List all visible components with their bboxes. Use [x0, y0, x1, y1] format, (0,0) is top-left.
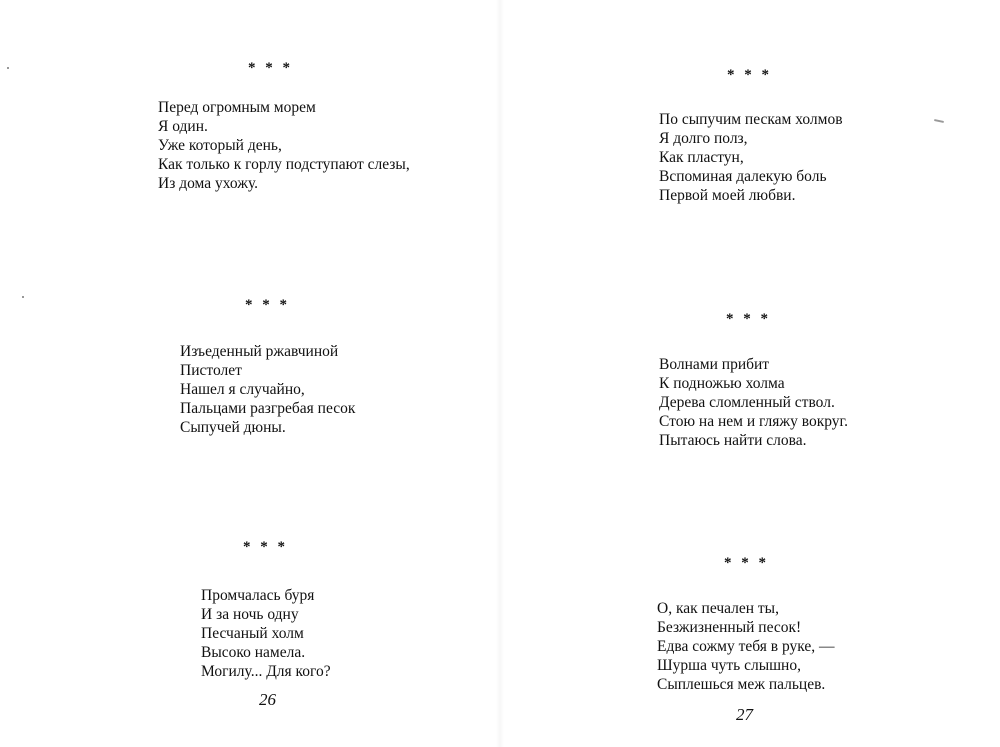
- poem-line: Сыплешься меж пальцев.: [657, 676, 826, 693]
- page-number: 27: [736, 705, 753, 724]
- asterism: * * *: [727, 67, 772, 83]
- poem-line: Промчалась буря: [201, 587, 315, 604]
- poem-line: Волнами прибит: [659, 356, 770, 373]
- poem-line: Как только к горлу подступают слезы,: [158, 156, 410, 173]
- poem-line: По сыпучим пескам холмов: [659, 111, 843, 128]
- poem-line: Перед огромным морем: [158, 99, 316, 116]
- poem-line: Я долго полз,: [659, 130, 748, 147]
- poem-line: И за ночь одну: [201, 606, 299, 623]
- asterism: * * *: [724, 555, 769, 571]
- poem-line: Дерева сломленный ствол.: [659, 394, 835, 411]
- asterism: * * *: [248, 60, 293, 76]
- asterism: * * *: [726, 311, 771, 327]
- page-number: 26: [259, 690, 276, 709]
- poem-line: Высоко намела.: [201, 644, 306, 661]
- poem-line: Пытаюсь найти слова.: [659, 432, 807, 449]
- poem-line: Вспоминая далекую боль: [659, 168, 827, 185]
- poem-text: [201, 586, 331, 681]
- poem-line: Песчаный холм: [201, 625, 304, 642]
- poem-line: Изъеденный ржавчиной: [180, 343, 339, 360]
- asterism: * * *: [243, 539, 288, 555]
- poem-line: Сыпучей дюны.: [180, 419, 286, 436]
- poem-line: Могилу... Для кого?: [201, 663, 331, 680]
- scan-speck: [22, 296, 24, 298]
- poem-line: Стою на нем и гляжу вокруг.: [659, 413, 849, 430]
- poem-text: [659, 110, 843, 205]
- poem-text: [659, 355, 848, 450]
- poem-line: Первой моей любви.: [659, 187, 796, 204]
- poem-line: Нашел я случайно,: [180, 381, 305, 398]
- poem-line: Пальцами разгребая песок: [180, 400, 356, 417]
- poem-line: Безжизненный песок!: [657, 619, 802, 636]
- poem-line: Я один.: [158, 118, 208, 135]
- poem-line: К подножью холма: [659, 375, 785, 392]
- poem-line: О, как печален ты,: [657, 600, 779, 617]
- scan-speck: [7, 67, 9, 69]
- poem-text: [158, 98, 410, 193]
- poem-text: [657, 599, 835, 694]
- asterism: * * *: [245, 297, 290, 313]
- right-page: [500, 0, 1000, 747]
- poem-line: Уже который день,: [158, 137, 282, 154]
- poem-line: Как пластун,: [659, 149, 744, 166]
- poem-line: Шурша чуть слышно,: [657, 657, 801, 674]
- poem-line: Из дома ухожу.: [158, 175, 259, 192]
- poem-line: Едва сожму тебя в руке, —: [657, 638, 835, 655]
- poem-line: Пистолет: [180, 362, 242, 379]
- poem-text: [180, 342, 355, 437]
